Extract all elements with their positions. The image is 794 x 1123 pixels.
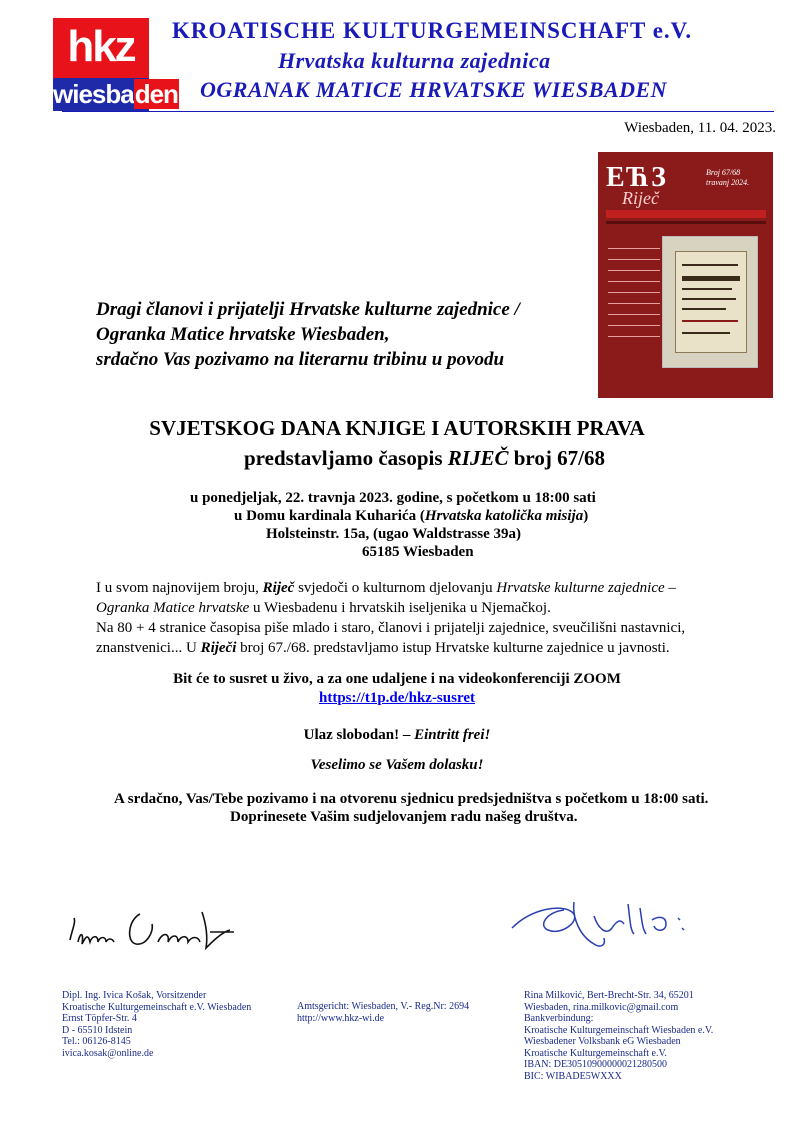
entry-note: Ulaz slobodan! – Eintritt frei! (303, 727, 491, 743)
venue-a: u Domu kardinala Kuharića ( (234, 508, 425, 524)
venue-mission: Hrvatska katolička misija (424, 508, 584, 524)
body-line-3: Na 80 + 4 stranice časopisa piše mlado i staro, članovi i prijatelji zajednice, sveučilišni nastavnici, (96, 620, 686, 636)
event-street: Holsteinstr. 15a, (ugao Waldstrasse 39a) (266, 526, 522, 542)
zoom-link[interactable]: https://t1p.de/hkz-susret (319, 690, 475, 706)
subtitle-c: broj 67/68 (508, 446, 605, 470)
footer-chairman: Dipl. Ing. Ivica Košak, Vorsitzender Kroatische Kulturgemeinschaft e.V. Wiesbaden Ernst Töpfer-Str. 4 D - 65510 Idstein Tel.: 06126-8145 ivica.kosak@online.de (62, 990, 252, 1059)
body-line-4: znanstvenici... U Riječi broj 67./68. predstavljamo istup Hrvatske kulturne zajednice u javnosti. (96, 640, 670, 656)
cover-contents-lines (608, 238, 660, 337)
greeting-line-2: Ogranka Matice hrvatske Wiesbaden, (96, 324, 390, 345)
signature-rina-milkovic (502, 888, 702, 958)
event-venue (234, 506, 588, 526)
zoom-notice: Bit će to susret u živo, a za one udaljene i na videokonferenciji ZOOM (173, 671, 621, 687)
header-branch: OGRANAK MATICE HRVATSKE WIESBADEN (200, 77, 668, 102)
logo-hkz: hkz (53, 18, 149, 78)
zoom-link-row (0, 690, 794, 707)
logo-bottom-a: wiesba (53, 79, 134, 109)
logo-wiesbaden (53, 78, 178, 111)
cover-band-dark (606, 221, 766, 224)
closing-line-2: Doprinesete Vašim sudjelovanjem radu našeg društva. (230, 809, 578, 825)
header-divider (62, 111, 774, 112)
magazine-name: RIJEČ (447, 446, 509, 470)
header-org-hr: Hrvatska kulturna zajednica (278, 48, 551, 73)
body-line-2: Ogranka Matice hrvatske u Wiesbadenu i hrvatskih iseljenika u Njemačkoj. (96, 600, 551, 616)
footer-registry: Amtsgericht: Wiesbaden, V.- Reg.Nr: 2694 http://www.hkz-wi.de (297, 1001, 470, 1024)
cover-issue-number: Broj 67/68 (706, 168, 741, 177)
event-city: 65185 Wiesbaden (362, 544, 474, 560)
cover-title: Riječ (622, 188, 659, 208)
letter-date: Wiesbaden, 11. 04. 2023. (624, 120, 776, 136)
greeting-line-3: srdačno Vas pozivamo na literarnu tribinu u povodu (96, 349, 505, 370)
signature-ivica-kosak (62, 902, 242, 962)
venue-c: ) (583, 508, 589, 524)
cover-issue (706, 168, 749, 188)
logo-bottom-b: den (134, 79, 178, 109)
cover-masthead: ЕЋЗ (606, 162, 668, 193)
magazine-cover (598, 152, 773, 398)
event-date: u ponedjeljak, 22. travnja 2023. godine, s početkom u 18:00 sati (190, 490, 596, 506)
footer-website-link[interactable]: http://www.hkz-wi.de (297, 1012, 385, 1024)
greeting-line-1: Dragi članovi i prijatelji Hrvatske kulturne zajednice / (96, 299, 520, 320)
closing-line-1: A srdačno, Vas/Tebe pozivamo i na otvorenu sjednicu predsjedništva s početkom u 18:00 sati. (114, 791, 709, 807)
footer-treasurer-bank: Rina Milković, Bert-Brecht-Str. 34, 65201 Wiesbaden, rina.milkovic@gmail.com Bankverbindung: Kroatische Kulturgemeinschaft Wiesbaden e.V. Wiesbadener Volksbank eG Wiesbaden Kroatische Kulturgemeinschaft e.V. IBAN: DE30510900000021280500 BIC: WIBADE5WXXX (524, 990, 714, 1082)
footer-chairman-email[interactable]: ivica.kosak@online.de (62, 1047, 154, 1059)
greeting (96, 297, 520, 372)
subtitle-a: predstavljamo časopis (244, 446, 448, 470)
welcome-note: Veselimo se Vašem dolasku! (310, 757, 484, 773)
cover-book-image (662, 236, 758, 368)
hkz-logo (53, 18, 178, 111)
header-org-de: KROATISCHE KULTURGEMEINSCHAFT e.V. (172, 18, 693, 43)
cover-issue-date: travanj 2024. (706, 178, 750, 187)
body-line-1: I u svom najnovijem broju, Riječ svjedoči o kulturnom djelovanju Hrvatske kulturne zajednice – (96, 580, 676, 596)
cover-band (606, 210, 766, 218)
body-text (96, 578, 736, 658)
event-title: SVJETSKOG DANA KNJIGE I AUTORSKIH PRAVA (149, 416, 645, 440)
event-subtitle (244, 446, 605, 471)
